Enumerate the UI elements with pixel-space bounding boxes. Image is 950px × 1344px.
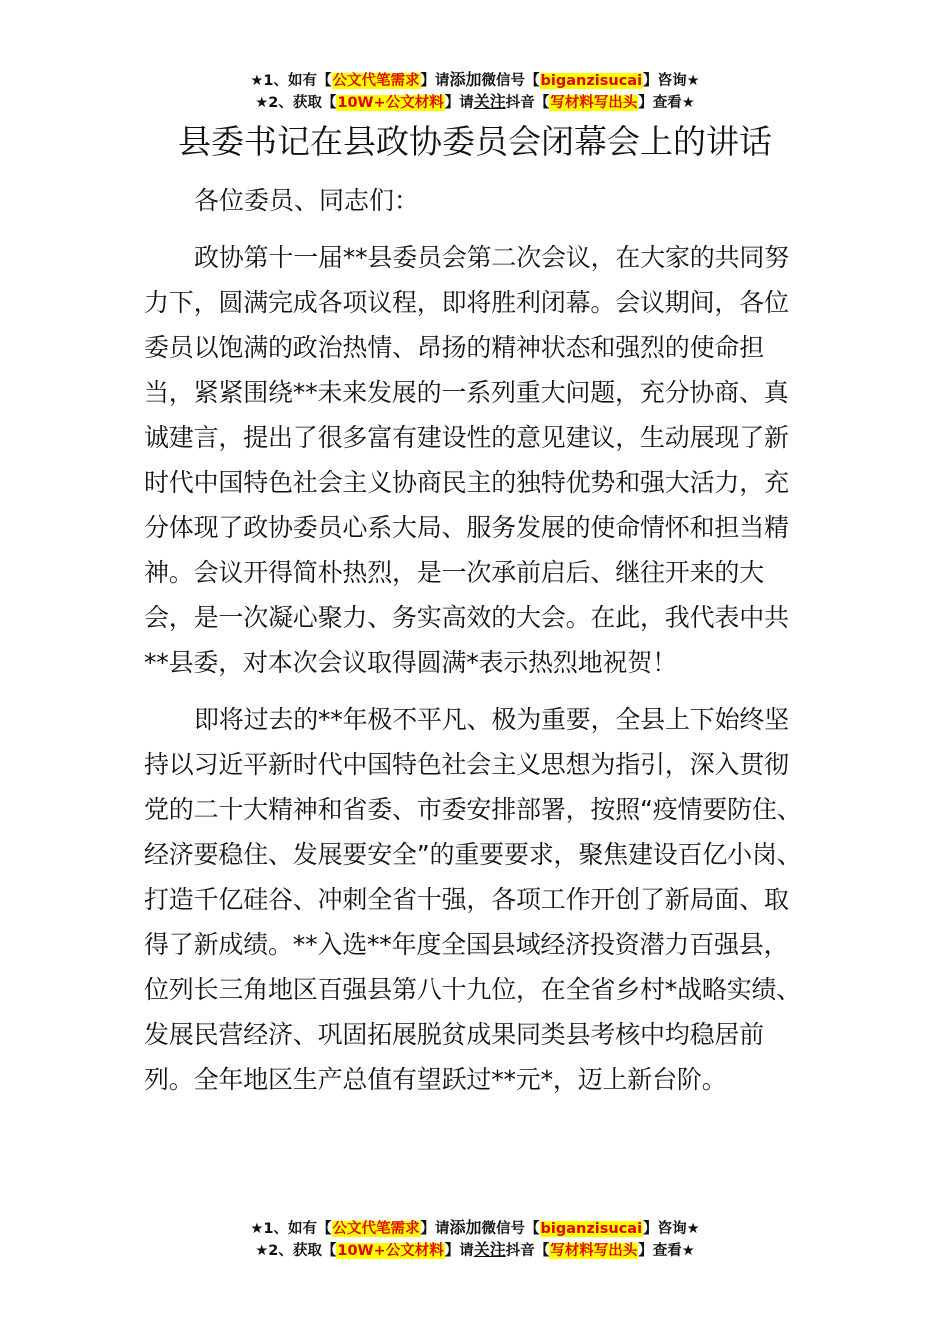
- banner-text: 】请: [420, 73, 450, 89]
- banner-line-1: [0, 1217, 950, 1239]
- banner-text: 】请: [444, 95, 474, 111]
- banner-highlight-account: 写材料写出头: [550, 1243, 638, 1259]
- banner-text: 抖音【: [505, 95, 550, 111]
- bottom-banner: [0, 1217, 950, 1261]
- document-title: 县委书记在县政协委员会闭幕会上的讲话: [178, 122, 772, 161]
- banner-text: 】咨询★: [643, 73, 700, 89]
- greeting: 各位委员、同志们：: [194, 186, 420, 215]
- banner-text: 微信号【: [481, 73, 540, 89]
- banner-highlight-service: 公文代笔需求: [332, 73, 420, 89]
- banner-text: 】请: [444, 1243, 474, 1259]
- banner-text: ★1、如有【: [250, 73, 332, 89]
- banner-text: ★1、如有【: [250, 1221, 332, 1237]
- banner-emphasis: 添加: [449, 70, 482, 89]
- paragraph: 政协第十一届**县委员会第二次会议，在大家的共同努力下，圆满完成各项议程，即将胜利闭幕。会议期间，各位委员以饱满的政治热情、昂扬的精神状态和强烈的使命担当，紧紧围绕**未来发展的一系列重大问题，充分协商、真诚建言，提出了很多富有建设性的意见建议，生动展现了新时代中国特色社会主义协商民主的独特优势和强大活力，充分体现了政协委员心系大局、服务发展的使命情怀和担当精神。会议开得简朴热烈，是一次承前启后、继往开来的大会，是一次凝心聚力、务实高效的大会。在此，我代表中共**县委，对本次会议取得圆满*表示热烈地祝贺！: [144, 243, 790, 677]
- banner-line-2: [0, 1239, 950, 1261]
- banner-text: ★2、获取【: [255, 95, 337, 111]
- document-body: [144, 178, 809, 1102]
- banner-emphasis: 关注: [473, 1240, 506, 1259]
- banner-emphasis: 关注: [473, 92, 506, 111]
- banner-highlight-materials: 10W+公文材料: [337, 95, 444, 111]
- top-banner: [0, 69, 950, 113]
- banner-text: 抖音【: [505, 1243, 550, 1259]
- banner-highlight-service: 公文代笔需求: [332, 1221, 420, 1237]
- banner-highlight-wechat-id: biganzisucai: [540, 1221, 643, 1237]
- banner-text: 】查看★: [638, 1243, 695, 1259]
- banner-text: 】查看★: [638, 95, 695, 111]
- banner-highlight-wechat-id: biganzisucai: [540, 73, 643, 89]
- banner-line-1: [0, 69, 950, 91]
- banner-text: ★2、获取【: [255, 1243, 337, 1259]
- banner-highlight-account: 写材料写出头: [550, 95, 638, 111]
- banner-text: 】请: [420, 1221, 450, 1237]
- banner-line-2: [0, 91, 950, 113]
- banner-text: 微信号【: [481, 1221, 540, 1237]
- banner-highlight-materials: 10W+公文材料: [337, 1243, 444, 1259]
- banner-emphasis: 添加: [449, 1218, 482, 1237]
- paragraph: 即将过去的**年极不平凡、极为重要，全县上下始终坚持以习近平新时代中国特色社会主义思想为指引，深入贯彻党的二十大精神和省委、市委安排部署，按照“疫情要防住、经济要稳住、发展要安全”的重要要求，聚焦建设百亿小岗、打造千亿硅谷、冲刺全省十强，各项工作开创了新局面、取得了新成绩。**入选**年度全国县域经济投资潜力百强县，位列长三角地区百强县第八十九位，在全省乡村*战略实绩、发展民营经济、巩固拓展脱贫成果同类县考核中均稳居前列。全年地区生产总值有望跃过**元*，迈上新台阶。: [144, 705, 802, 1094]
- banner-text: 】咨询★: [643, 1221, 700, 1237]
